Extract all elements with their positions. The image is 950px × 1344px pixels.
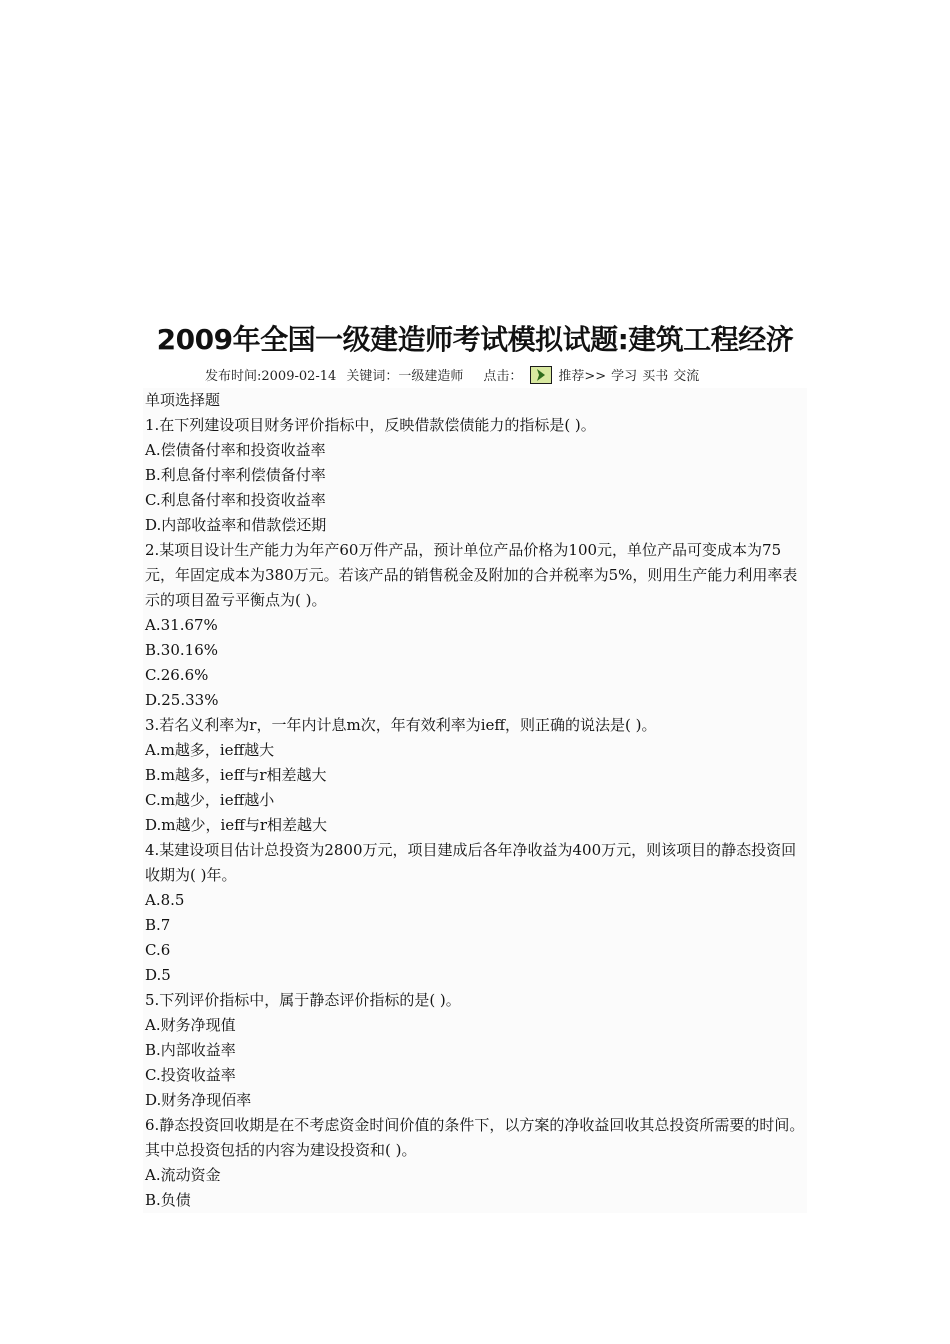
keywords: 关键词：一级建造师 <box>346 369 464 384</box>
question-stem: 5.下列评价指标中，属于静态评价指标的是( )。 <box>145 991 461 1009</box>
option-d: D.内部收益率和借款偿还期 <box>145 516 327 534</box>
publish-date: 发布时间:2009-02-14 <box>205 369 337 384</box>
question-6 <box>145 1113 805 1213</box>
question-stem: 4.某建设项目估计总投资为2800万元，项目建成后各年净收益为400万元，则该项目的静态投资回收期为( )年。 <box>145 841 797 884</box>
option-d: D.25.33% <box>145 691 219 709</box>
option-b: B.内部收益率 <box>145 1041 236 1059</box>
question-3 <box>145 713 805 838</box>
option-c: C.26.6% <box>145 666 209 684</box>
option-c: C.利息备付率和投资收益率 <box>145 491 326 509</box>
exam-body <box>143 388 807 1213</box>
question-2 <box>145 538 805 713</box>
option-b: B.利息备付率利偿债备付率 <box>145 466 326 484</box>
option-a: A.偿债备付率和投资收益率 <box>145 441 326 459</box>
section-heading: 单项选择题 <box>145 391 221 409</box>
link-buy-book[interactable]: 买书 <box>642 369 669 384</box>
option-a: A.m越多，ieff越大 <box>145 741 275 759</box>
question-4 <box>145 838 805 988</box>
document-page <box>143 315 807 1213</box>
article-meta <box>143 366 807 388</box>
link-exchange[interactable]: 交流 <box>673 369 700 384</box>
question-stem: 1.在下列建设项目财务评价指标中，反映借款偿债能力的指标是( )。 <box>145 416 596 434</box>
question-stem: 6.静态投资回收期是在不考虑资金时间价值的条件下，以方案的净收益回收其总投资所需要的时间。其中总投资包括的内容为建设投资和( )。 <box>145 1116 805 1159</box>
recommend-label: 推荐>> <box>558 369 607 384</box>
question-stem: 2.某项目设计生产能力为年产60万件产品，预计单位产品价格为100元，单位产品可变成本为75元，年固定成本为380万元。若该产品的销售税金及附加的合并税率为5%，则用生产能力利用率表示的项目盈亏平衡点为( )。 <box>145 541 798 609</box>
option-a: A.31.67% <box>145 616 218 634</box>
option-b: B.7 <box>145 916 171 934</box>
option-d: D.财务净现佰率 <box>145 1091 252 1109</box>
option-a: A.流动资金 <box>145 1166 221 1184</box>
link-study[interactable]: 学习 <box>611 369 638 384</box>
question-5 <box>145 988 805 1113</box>
option-b: B.m越多，ieff与r相差越大 <box>145 766 327 784</box>
option-c: C.m越少，ieff越小 <box>145 791 275 809</box>
option-c: C.6 <box>145 941 171 959</box>
option-b: B.负债 <box>145 1191 191 1209</box>
option-b: B.30.16% <box>145 641 218 659</box>
option-a: A.8.5 <box>145 891 185 909</box>
click-counter-icon <box>530 366 552 384</box>
option-d: D.m越少，ieff与r相差越大 <box>145 816 327 834</box>
document-title: 2009年全国一级建造师考试模拟试题:建筑工程经济 <box>156 323 794 356</box>
question-1 <box>145 413 805 538</box>
option-d: D.5 <box>145 966 171 984</box>
option-c: C.投资收益率 <box>145 1066 236 1084</box>
click-label: 点击： <box>483 369 523 384</box>
question-stem: 3.若名义利率为r，一年内计息m次，年有效利率为ieff，则正确的说法是( )。 <box>145 716 657 734</box>
option-a: A.财务净现值 <box>145 1016 236 1034</box>
